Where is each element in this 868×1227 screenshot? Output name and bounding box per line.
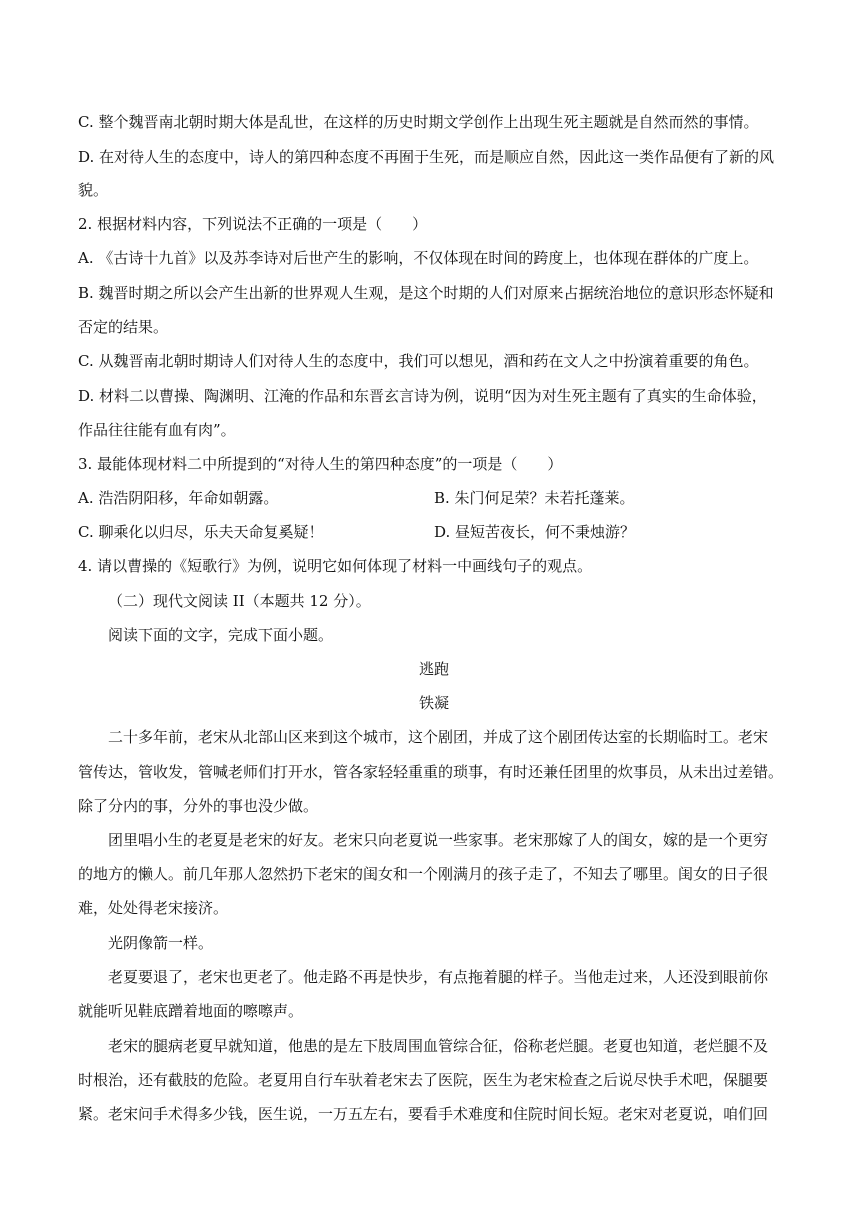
- q2-option-b: B. 魏晋时期之所以会产生出新的世界观人生观，是这个时期的人们对原来占据统治地位的意识形态怀疑和: [78, 284, 774, 302]
- q1-option-c: C. 整个魏晋南北朝时期大体是乱世，在这样的历史时期文学创作上出现生死主题就是自然而然的事情。: [78, 113, 759, 131]
- story-line: 管传达，管收发，管喊老师们打开水，管各家轻轻重重的琐事，有时还兼任团里的炊事员，从未出过差错。: [78, 763, 784, 781]
- story-line: 光阴像箭一样。: [108, 934, 214, 952]
- section-heading: （二）现代文阅读 II（本题共 12 分）。: [108, 592, 371, 610]
- q2-option-d: D. 材料二以曹操、陶渊明、江淹的作品和东晋玄言诗为例，说明“因为对生死主题有了真实的生命体验，: [78, 387, 767, 405]
- q3-stem: 3. 最能体现材料二中所提到的“对待人生的第四种态度”的一项是（ ）: [78, 455, 563, 473]
- q3-option-c: C. 聊乘化以归尽，乐夫天命复奚疑！: [78, 523, 324, 541]
- story-line: 老夏要退了，老宋也更老了。他走路不再是快步，有点拖着腿的样子。当他走过来，人还没到眼前你: [108, 968, 769, 986]
- story-line: 老宋的腿病老夏早就知道，他患的是左下肢周围血管综合征，俗称老烂腿。老夏也知道，老烂腿不及: [108, 1037, 769, 1055]
- q2-option-a: A. 《古诗十九首》以及苏李诗对后世产生的影响，不仅体现在时间的跨度上，也体现在群体的广度上。: [78, 249, 759, 267]
- q2-option-c: C. 从魏晋南北朝时期诗人们对待人生的态度中，我们可以想见，酒和药在文人之中扮演着重要的角色。: [78, 352, 759, 370]
- story-author: 铁凝: [418, 694, 449, 712]
- story-line: 的地方的懒人。前几年那人忽然扔下老宋的闺女和一个刚满月的孩子走了，不知去了哪里。闺女的日子很: [78, 865, 769, 883]
- q2-option-b-cont: 否定的结果。: [78, 318, 169, 336]
- story-line: 二十多年前，老宋从北部山区来到这个城市，这个剧团，并成了这个剧团传达室的长期临时工。老宋: [108, 728, 769, 746]
- q3-option-a: A. 浩浩阴阳移，年命如朝露。: [78, 489, 279, 507]
- story-line: 除了分内的事，分外的事也没少做。: [78, 797, 319, 815]
- instruction: 阅读下面的文字，完成下面小题。: [108, 626, 334, 644]
- story-line: 紧。老宋问手术得多少钱，医生说，一万五左右，要看手术难度和住院时间长短。老宋对老夏说，咱们回: [78, 1105, 769, 1123]
- story-line: 团里唱小生的老夏是老宋的好友。老宋只向老夏说一些家事。老宋那嫁了人的闺女，嫁的是一个更穷: [108, 831, 769, 849]
- q2-option-d-cont: 作品往往能有血有肉”。: [78, 421, 236, 439]
- q3-option-b: B. 朱门何足荣？未若托蓬莱。: [434, 489, 635, 507]
- q1-option-d-cont: 貌。: [78, 181, 109, 199]
- story-line: 时根治，还有截肢的危险。老夏用自行车驮着老宋去了医院，医生为老宋检查之后说尽快手术吧，保腿要: [78, 1071, 769, 1089]
- story-line: 难，处处得老宋接济。: [78, 899, 229, 917]
- q3-option-d: D. 昼短苦夜长，何不秉烛游？: [434, 523, 636, 541]
- q4-stem: 4. 请以曹操的《短歌行》为例，说明它如何体现了材料一中画线句子的观点。: [78, 557, 593, 575]
- story-title: 逃跑: [418, 660, 449, 678]
- q1-option-d: D. 在对待人生的态度中，诗人的第四种态度不再囿于生死，而是顺应自然，因此这一类作品便有了新的风: [78, 148, 775, 166]
- story-line: 就能听见鞋底蹭着地面的嚓嚓声。: [78, 1002, 304, 1020]
- q2-stem: 2. 根据材料内容，下列说法不正确的一项是（ ）: [78, 215, 428, 233]
